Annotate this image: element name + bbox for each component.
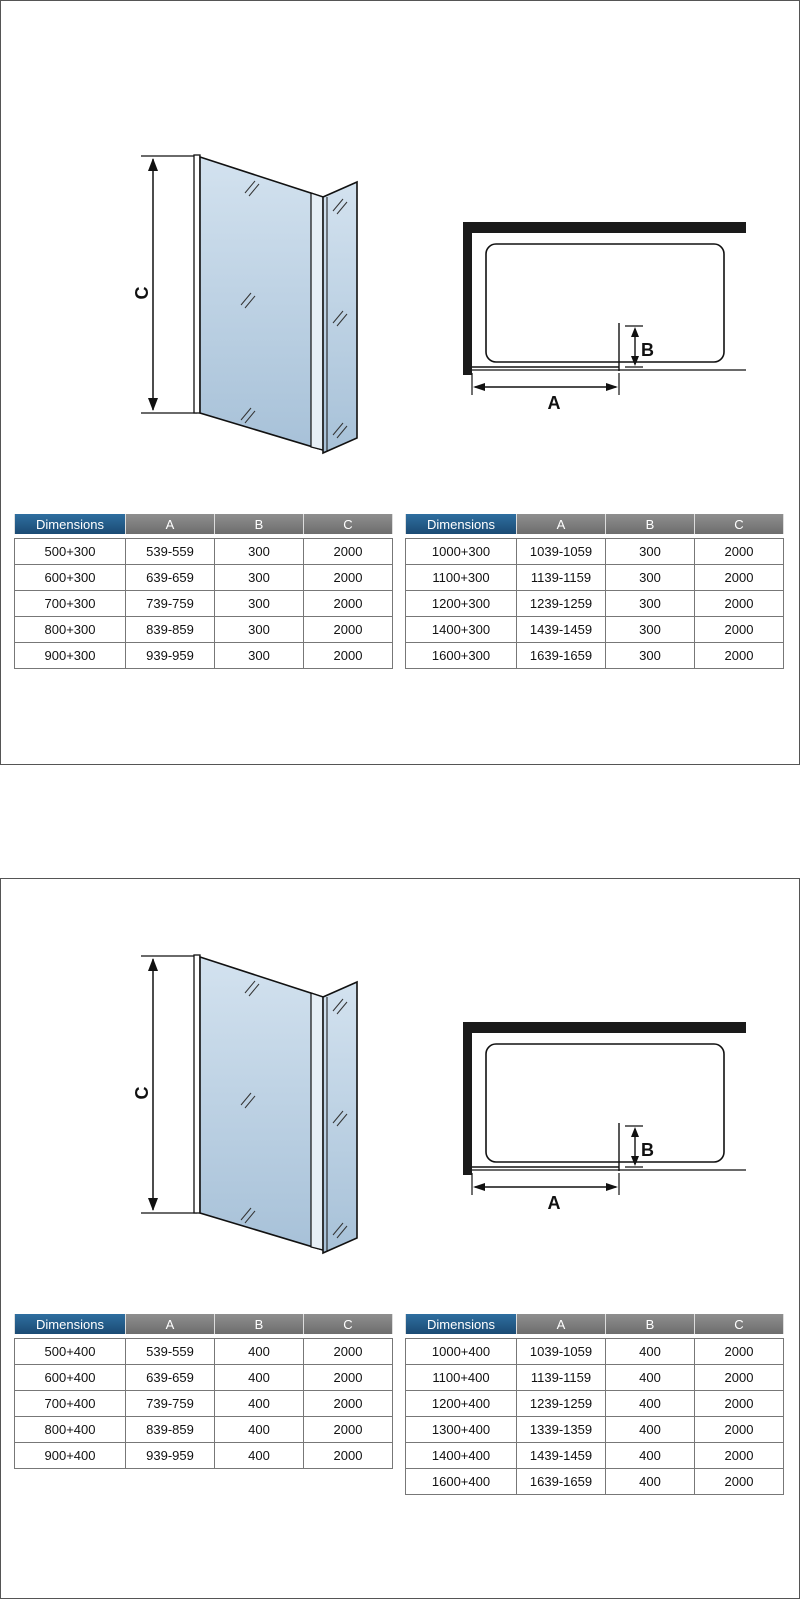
cell-c: 2000 <box>695 1417 784 1443</box>
cell-c: 2000 <box>695 1469 784 1495</box>
cell-a: 939-959 <box>126 1443 215 1469</box>
header-b: B <box>606 1314 695 1334</box>
table-row <box>15 1391 393 1417</box>
header-a: A <box>126 514 215 534</box>
table-row <box>406 539 784 565</box>
cell-b: 400 <box>606 1339 695 1365</box>
dim-label-c: C <box>132 1086 152 1100</box>
section-gap <box>0 765 800 878</box>
cell-c: 2000 <box>304 1365 393 1391</box>
cell-c: 2000 <box>304 1339 393 1365</box>
table-row <box>15 565 393 591</box>
cell-b: 400 <box>606 1391 695 1417</box>
cell-size: 800+300 <box>15 617 126 643</box>
cell-c: 2000 <box>695 617 784 643</box>
cell-b: 400 <box>215 1417 304 1443</box>
cell-b: 400 <box>215 1391 304 1417</box>
cell-c: 2000 <box>695 1391 784 1417</box>
cell-size: 900+300 <box>15 643 126 669</box>
table-row <box>406 565 784 591</box>
dimensions-table <box>14 1314 393 1469</box>
cell-b: 300 <box>215 591 304 617</box>
cell-size: 1200+400 <box>406 1391 517 1417</box>
cell-b: 400 <box>606 1443 695 1469</box>
cell-a: 639-659 <box>126 565 215 591</box>
cell-size: 1200+300 <box>406 591 517 617</box>
cell-b: 300 <box>215 565 304 591</box>
header-c: C <box>695 514 784 534</box>
cell-c: 2000 <box>304 1391 393 1417</box>
section-400 <box>0 878 800 1599</box>
cell-c: 2000 <box>695 1339 784 1365</box>
cell-size: 900+400 <box>15 1443 126 1469</box>
header-dimensions: Dimensions <box>406 514 517 534</box>
cell-a: 939-959 <box>126 643 215 669</box>
dimensions-table <box>14 514 393 669</box>
header-b: B <box>215 514 304 534</box>
cell-size: 700+300 <box>15 591 126 617</box>
cell-size: 1600+300 <box>406 643 517 669</box>
elevation-view <box>132 955 357 1253</box>
cell-a: 739-759 <box>126 591 215 617</box>
cell-b: 400 <box>606 1469 695 1495</box>
cell-size: 1400+400 <box>406 1443 517 1469</box>
table-row <box>406 1443 784 1469</box>
cell-a: 1039-1059 <box>517 539 606 565</box>
cell-size: 700+400 <box>15 1391 126 1417</box>
table-row <box>406 617 784 643</box>
cell-c: 2000 <box>695 1443 784 1469</box>
cell-c: 2000 <box>304 617 393 643</box>
dim-label-c: C <box>132 286 152 300</box>
cell-c: 2000 <box>695 591 784 617</box>
cell-c: 2000 <box>695 643 784 669</box>
cell-a: 1339-1359 <box>517 1417 606 1443</box>
cell-b: 300 <box>606 617 695 643</box>
table-row <box>15 1417 393 1443</box>
cell-b: 300 <box>215 617 304 643</box>
plan-view <box>463 1022 746 1213</box>
cell-a: 1139-1159 <box>517 1365 606 1391</box>
table-row <box>406 1469 784 1495</box>
dim-label-b: B <box>641 340 654 360</box>
dim-label-a: A <box>547 393 561 413</box>
table-row <box>15 539 393 565</box>
cell-b: 400 <box>606 1417 695 1443</box>
cell-a: 1439-1459 <box>517 1443 606 1469</box>
header-c: C <box>695 1314 784 1334</box>
cell-a: 1239-1259 <box>517 591 606 617</box>
cell-size: 1100+400 <box>406 1365 517 1391</box>
header-dimensions: Dimensions <box>15 1314 126 1334</box>
header-c: C <box>304 1314 393 1334</box>
cell-size: 600+400 <box>15 1365 126 1391</box>
cell-c: 2000 <box>304 591 393 617</box>
cell-a: 539-559 <box>126 539 215 565</box>
cell-b: 300 <box>606 565 695 591</box>
cell-size: 1000+300 <box>406 539 517 565</box>
cell-size: 1600+400 <box>406 1469 517 1495</box>
dimensions-table <box>405 514 784 669</box>
elevation-view <box>132 155 357 453</box>
table-row <box>15 643 393 669</box>
table-row <box>406 591 784 617</box>
cell-a: 539-559 <box>126 1339 215 1365</box>
cell-c: 2000 <box>304 1417 393 1443</box>
cell-c: 2000 <box>304 539 393 565</box>
cell-size: 1300+400 <box>406 1417 517 1443</box>
header-dimensions: Dimensions <box>15 514 126 534</box>
cell-size: 800+400 <box>15 1417 126 1443</box>
header-b: B <box>606 514 695 534</box>
table-row <box>15 1339 393 1365</box>
cell-size: 1100+300 <box>406 565 517 591</box>
cell-c: 2000 <box>304 1443 393 1469</box>
cell-a: 639-659 <box>126 1365 215 1391</box>
cell-c: 2000 <box>695 539 784 565</box>
section-300 <box>0 0 800 765</box>
table-row <box>15 591 393 617</box>
table-row <box>406 1365 784 1391</box>
cell-size: 500+400 <box>15 1339 126 1365</box>
cell-b: 300 <box>215 643 304 669</box>
table-row <box>15 617 393 643</box>
dimensions-table <box>405 1314 784 1495</box>
table-row <box>15 1365 393 1391</box>
table-row <box>406 643 784 669</box>
header-c: C <box>304 514 393 534</box>
cell-a: 1639-1659 <box>517 1469 606 1495</box>
cell-size: 1000+400 <box>406 1339 517 1365</box>
cell-b: 300 <box>606 539 695 565</box>
cell-b: 400 <box>215 1365 304 1391</box>
cell-a: 839-859 <box>126 617 215 643</box>
table-row <box>406 1391 784 1417</box>
cell-a: 1139-1159 <box>517 565 606 591</box>
cell-a: 839-859 <box>126 1417 215 1443</box>
cell-b: 300 <box>606 643 695 669</box>
table-row <box>406 1339 784 1365</box>
cell-c: 2000 <box>304 565 393 591</box>
cell-b: 400 <box>215 1443 304 1469</box>
dim-label-b: B <box>641 1140 654 1160</box>
plan-view <box>463 222 746 413</box>
cell-c: 2000 <box>695 565 784 591</box>
cell-c: 2000 <box>695 1365 784 1391</box>
header-b: B <box>215 1314 304 1334</box>
header-dimensions: Dimensions <box>406 1314 517 1334</box>
cell-b: 400 <box>215 1339 304 1365</box>
cell-b: 300 <box>606 591 695 617</box>
cell-a: 739-759 <box>126 1391 215 1417</box>
cell-a: 1439-1459 <box>517 617 606 643</box>
header-a: A <box>517 514 606 534</box>
table-row <box>15 1443 393 1469</box>
cell-size: 1400+300 <box>406 617 517 643</box>
header-a: A <box>126 1314 215 1334</box>
cell-a: 1239-1259 <box>517 1391 606 1417</box>
cell-a: 1039-1059 <box>517 1339 606 1365</box>
cell-c: 2000 <box>304 643 393 669</box>
cell-a: 1639-1659 <box>517 643 606 669</box>
cell-size: 600+300 <box>15 565 126 591</box>
dim-label-a: A <box>547 1193 561 1213</box>
header-a: A <box>517 1314 606 1334</box>
table-row <box>406 1417 784 1443</box>
cell-size: 500+300 <box>15 539 126 565</box>
cell-b: 400 <box>606 1365 695 1391</box>
cell-b: 300 <box>215 539 304 565</box>
